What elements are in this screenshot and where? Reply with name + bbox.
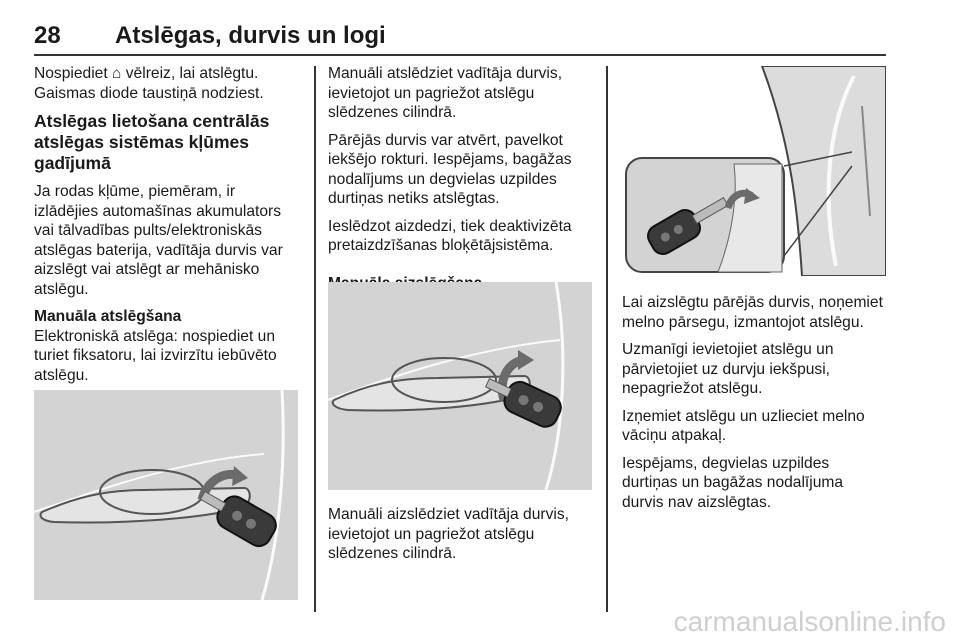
section-heading: Atslēgas lietošana centrālās atslēgas sistēmas kļūmes gadījumā bbox=[34, 111, 270, 173]
manual-unlock-paragraph: Manuāli atslēdziet vadītāja durvis, ievietojot un pagriežot atslēgu slēdzenes cilindrā. bbox=[328, 65, 563, 121]
page-title: Atslēgas, durvis un logi bbox=[115, 22, 386, 49]
intro-text: Nospiediet ⌂ vēlreiz, lai atslēgtu. Gaismas diode taustiņā nodziest. bbox=[34, 65, 264, 102]
column-divider-2 bbox=[606, 66, 608, 612]
column-1 bbox=[34, 64, 306, 393]
door-handle-key-unlock-graphic bbox=[34, 390, 298, 600]
rear-door-lock-illustration bbox=[622, 66, 886, 276]
column-2 bbox=[328, 64, 600, 293]
fuel-flap-paragraph: Iespējams, degvielas uzpildes durtiņas un bagāžas nodalījuma durvis nav aizslēgtas. bbox=[622, 454, 844, 511]
column-3 bbox=[622, 293, 894, 520]
door-handle-unlock-illustration bbox=[34, 390, 298, 600]
page-number: 28 bbox=[34, 22, 61, 49]
immobiliser-paragraph: Ieslēdzot aizdedzi, tiek deaktivizēta pretaizdzīšanas bloķētājsistēma. bbox=[328, 217, 572, 254]
remove-cover-paragraph: Lai aizslēgtu pārējās durvis, noņemiet melno pārsegu, izmantojot atslēgu. bbox=[622, 294, 883, 331]
manual-lock-paragraph: Manuāli aizslēdziet vadītāja durvis, ievietojot un pagriežot atslēgu slēdzenes cilindrā. bbox=[328, 506, 569, 562]
subheading-manual-unlock: Manuāla atslēgšana bbox=[34, 308, 182, 325]
other-doors-paragraph: Pārējās durvis var atvērt, pavelkot iekšējo rokturi. Iespējams, bagāžas nodalījums un degvielas uzpildes durtiņas netiks atslēgtas. bbox=[328, 131, 572, 207]
insert-key-paragraph: Uzmanīgi ievietojiet atslēgu un pārvietojiet uz durvju iekšpusi, nepagriežot atslēgu. bbox=[622, 341, 834, 397]
column-divider-1 bbox=[314, 66, 316, 612]
column-2-bottom bbox=[328, 505, 600, 572]
electronic-key-paragraph: Elektroniskā atslēga: nospiediet un turiet fiksatoru, lai izvirzītu iebūvēto atslēgu. bbox=[34, 327, 277, 384]
door-handle-key-lock-graphic bbox=[328, 282, 592, 490]
header-rule bbox=[34, 54, 886, 56]
watermark: carmanualsonline.info bbox=[673, 606, 946, 637]
rear-door-lock-graphic bbox=[622, 66, 886, 276]
section-paragraph: Ja rodas kļūme, piemēram, ir izlādējies automašīnas akumulators vai tālvadības pults/elektroniskās atslēgas baterija, vadītāja durvis var aizslēgt vai atslēgt ar mehānisko atslēgu. bbox=[34, 183, 283, 298]
door-handle-lock-illustration bbox=[328, 282, 592, 490]
replace-cap-paragraph: Izņemiet atslēgu un uzlieciet melno vāciņu atpakaļ. bbox=[622, 407, 865, 444]
